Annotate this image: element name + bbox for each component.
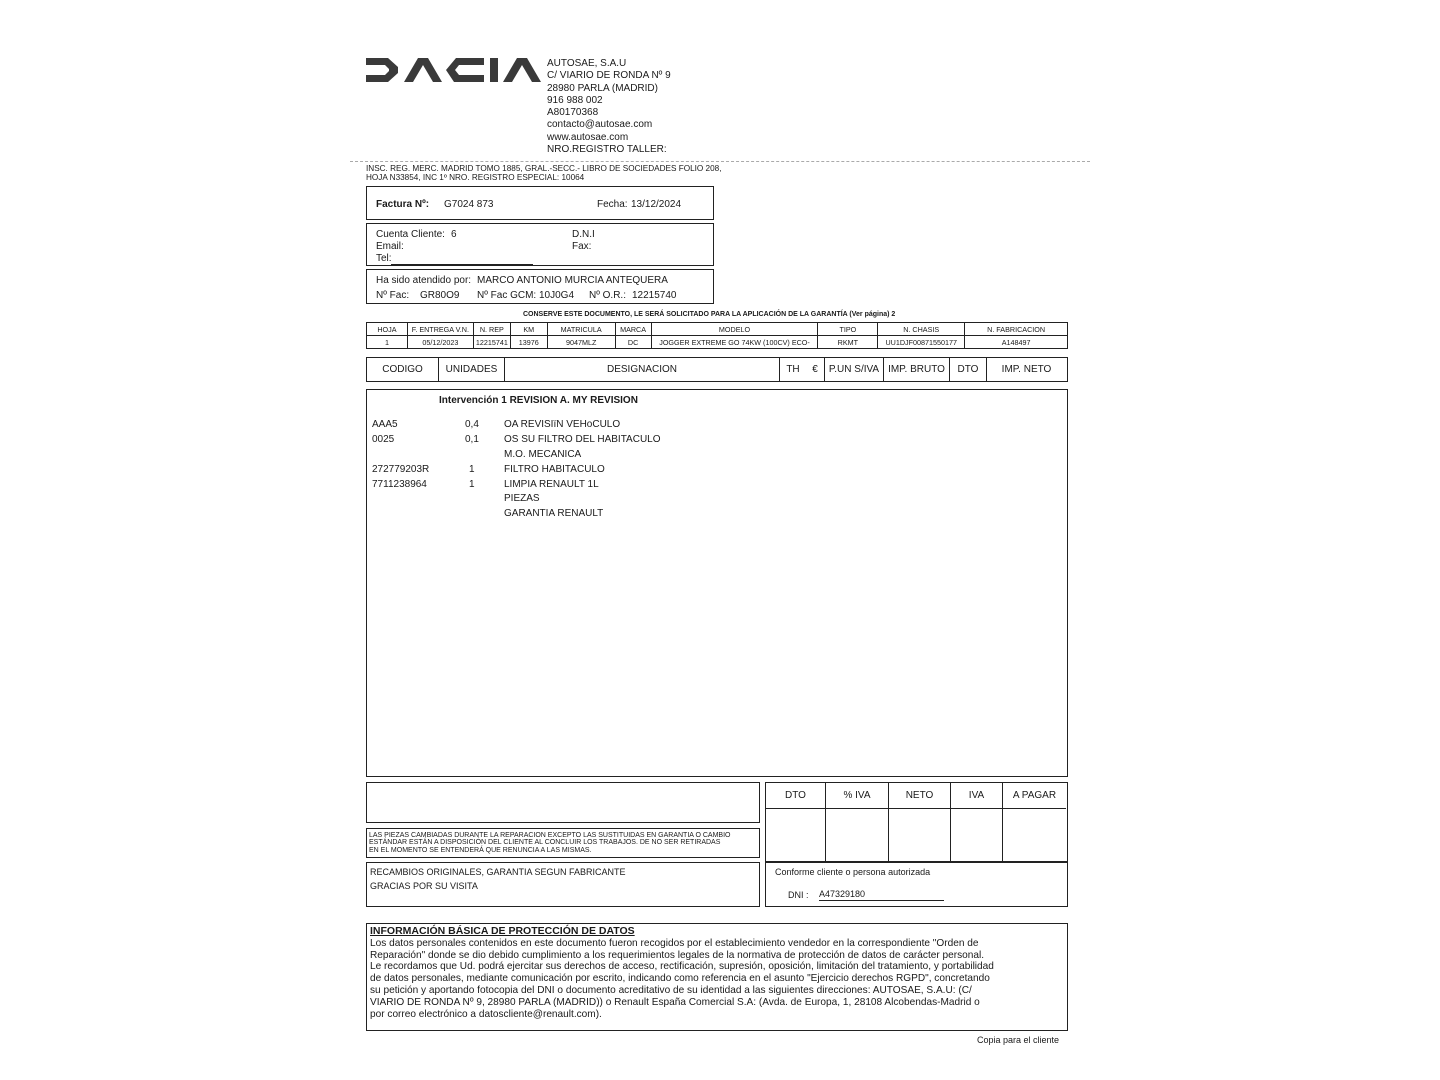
- parts-note-line: LAS PIEZAS CAMBIADAS DURANTE LA REPARACION EXCEPTO LAS SUSTITUIDAS EN GARANTIA O CAMBIO: [369, 832, 731, 839]
- notes-box: [366, 782, 760, 823]
- line-desc: OA REVISIïN VEHoCULO: [504, 419, 621, 430]
- remarks-box: [366, 862, 760, 907]
- line-units: 1: [469, 464, 475, 475]
- invoice-date: 13/12/2024: [631, 199, 682, 210]
- col-header: DESIGNACION: [505, 358, 780, 381]
- totals-col: [826, 783, 889, 861]
- vehicle-cell: DC: [615, 336, 651, 349]
- vehicle-value-row: [367, 336, 1068, 349]
- vehicle-header-cell: F. ENTREGA V.N.: [407, 323, 473, 336]
- totals-header: DTO: [766, 783, 825, 809]
- vehicle-header-cell: MODELO: [651, 323, 818, 336]
- col-header: P.UN S/IVA: [825, 358, 884, 381]
- account-value: 6: [451, 229, 457, 240]
- vehicle-cell: RKMT: [818, 336, 878, 349]
- line-code: 0025: [372, 434, 395, 445]
- tel-label: Tel:: [376, 253, 392, 264]
- vehicle-header-cell: MARCA: [615, 323, 651, 336]
- or-label: Nº O.R.:: [589, 290, 626, 301]
- nfac-label: Nº Fac:: [376, 290, 410, 301]
- company-phone: 916 988 002: [547, 94, 603, 106]
- vehicle-header-cell: KM: [510, 323, 547, 336]
- vehicle-header-cell: N. CHASIS: [878, 323, 965, 336]
- signature-dni-label: DNI :: [788, 890, 809, 900]
- intervention-title: Intervención 1 REVISION A. MY REVISION: [439, 395, 638, 406]
- signature-dni: A47329180: [819, 889, 944, 901]
- vehicle-cell: 12215741: [473, 336, 510, 349]
- remarks-line: RECAMBIOS ORIGINALES, GARANTIA SEGUN FABRICANTE: [370, 867, 626, 877]
- company-web: www.autosae.com: [547, 131, 629, 143]
- invoice-number: G7024 873: [444, 199, 494, 210]
- warranty-note: CONSERVE ESTE DOCUMENTO, LE SERÁ SOLICITADO PARA LA APLICACIÓN DE LA GARANTÍA (Ver página) 2: [523, 311, 896, 318]
- privacy-line: Le recordamos que Ud. podrá ejercitar sus derechos de acceso, rectificación, supresión, oposición, limitación del tratamiento, y portabilidad: [370, 961, 994, 973]
- company-cif: A80170368: [547, 107, 599, 119]
- line-desc: GARANTIA RENAULT: [504, 508, 604, 519]
- totals-header: IVA: [951, 783, 1002, 809]
- vehicle-cell: 1: [367, 336, 408, 349]
- parts-note-line: ESTÁNDAR ESTÁN A DISPOSICIÓN DEL CLIENTE AL CONCLUIR LOS TRABAJOS. DE NO SER RETIRADAS: [369, 839, 721, 847]
- customer-box: [366, 223, 714, 266]
- privacy-line: por correo electrónico a datoscliente@renault.com).: [370, 1008, 602, 1020]
- vehicle-header-cell: HOJA: [367, 323, 408, 336]
- company-email: contacto@autosae.com: [547, 119, 653, 131]
- vehicle-cell: 9047MLZ: [547, 336, 615, 349]
- col-header: TH: [786, 364, 800, 375]
- attended-name: MARCO ANTONIO MURCIA ANTEQUERA: [477, 275, 668, 286]
- lines-header: [366, 357, 1068, 382]
- line-desc: PIEZAS: [504, 493, 540, 504]
- line-units: 0,1: [465, 434, 479, 445]
- dacia-logo: [366, 58, 541, 82]
- line-code: AAA5: [372, 419, 398, 430]
- vehicle-header-cell: MATRICULA: [547, 323, 615, 336]
- col-header: DTO: [950, 358, 987, 381]
- signature-label: Conforme cliente o persona autorizada: [775, 867, 931, 877]
- remarks-line: GRACIAS POR SU VISITA: [370, 881, 478, 891]
- lines-body: [366, 389, 1068, 777]
- vehicle-header-row: [367, 323, 1068, 336]
- vehicle-header-cell: N. FABRICACION: [965, 323, 1068, 336]
- signature-box: [765, 862, 1068, 907]
- col-header: IMP. BRUTO: [884, 358, 950, 381]
- company-name: AUTOSAE, S.A.U: [547, 58, 627, 69]
- invoice-box: [366, 186, 714, 220]
- attended-box: [366, 269, 714, 304]
- company-registry: NRO.REGISTRO TALLER:: [547, 144, 667, 156]
- totals-col: [1003, 783, 1066, 861]
- attended-label: Ha sido atendido por:: [376, 275, 472, 286]
- dni-label: D.N.I: [572, 229, 595, 240]
- col-header: IMP. NETO: [1001, 364, 1052, 375]
- fax-label: Fax:: [572, 241, 592, 252]
- col-header: CODIGO: [367, 358, 439, 381]
- totals-col: [951, 783, 1003, 861]
- line-code: 272779203R: [372, 464, 430, 475]
- nfac-value: GR80O9: [420, 290, 460, 301]
- line-units: 1: [469, 479, 475, 490]
- privacy-title: INFORMACIÓN BÁSICA DE PROTECCIÓN DE DATOS: [370, 925, 635, 937]
- totals-table: [765, 782, 1068, 862]
- gcm-value: 10J0G4: [539, 290, 575, 301]
- vehicle-table: [366, 322, 1068, 349]
- inscription-text: [366, 164, 721, 182]
- account-label: Cuenta Cliente:: [376, 229, 445, 240]
- privacy-line: VIARIO DE RONDA Nº 9, 28980 PARLA (MADRID)) o Renault España Comercial S.A: (Avda. de Europa, 1, 28108 Alcobendas-Madrid o: [370, 996, 980, 1008]
- inscription-line-1: INSC. REG. MERC. MADRID TOMO 1885, GRAL.-SECC.- LIBRO DE SOCIEDADES FOLIO 208,: [366, 164, 722, 173]
- tel-underline: [391, 264, 533, 265]
- totals-col: [766, 783, 826, 861]
- line-units: 0,4: [465, 419, 479, 430]
- totals-col: [889, 783, 951, 861]
- vehicle-cell: JOGGER EXTREME GO 74KW (100CV) ECO-: [651, 336, 818, 349]
- email-label: Email:: [376, 241, 404, 252]
- line-desc: OS SU FILTRO DEL HABITACULO: [504, 434, 661, 445]
- totals-header: NETO: [889, 783, 950, 809]
- vehicle-header-cell: N. REP: [473, 323, 510, 336]
- company-address: C/ VIARIO DE RONDA Nº 9: [547, 70, 671, 82]
- vehicle-cell: UU1DJF00871550177: [878, 336, 965, 349]
- line-code: 7711238964: [372, 479, 427, 490]
- line-desc: LIMPIA RENAULT 1L: [504, 479, 599, 490]
- col-header: UNIDADES: [439, 358, 505, 381]
- footer-copy: Copia para el cliente: [977, 1035, 1060, 1045]
- line-desc: M.O. MECANICA: [504, 449, 582, 460]
- vehicle-cell: 05/12/2023: [407, 336, 473, 349]
- parts-note: [366, 828, 760, 858]
- company-city: 28980 PARLA (MADRID): [547, 82, 658, 94]
- privacy-line: de datos personales, mediante comunicación por escrito, indicando como referencia en el asunto "Ejercicio derechos RGPD", concretando: [370, 973, 990, 985]
- privacy-line: Los datos personales contenidos en este documento fueron recogidos por el establecimiento vendedor en la correspondiente "Orden de: [370, 937, 979, 949]
- invoice-label: Factura Nº:: [376, 199, 430, 210]
- inscription-line-2: HOJA N33854, INC 1º NRO. REGISTRO ESPECIAL: 10064: [366, 173, 585, 182]
- parts-note-line: EN EL MOMENTO SE ENTENDERÁ QUE RENUNCIA A LAS MISMAS.: [369, 846, 592, 854]
- col-header: €: [806, 358, 825, 381]
- gcm-label: Nº Fac GCM:: [477, 290, 537, 301]
- vehicle-header-cell: TIPO: [818, 323, 878, 336]
- vehicle-cell: 13976: [510, 336, 547, 349]
- totals-header: A PAGAR: [1003, 783, 1066, 809]
- invoice-date-label: Fecha:: [597, 199, 628, 210]
- line-desc: FILTRO HABITACULO: [504, 464, 605, 475]
- privacy-line: Reparación" donde se dio debido cumplimiento a los requerimientos legales de la normativa de protección de datos de carácter personal.: [370, 949, 985, 961]
- vehicle-cell: A148497: [965, 336, 1068, 349]
- or-value: 12215740: [632, 290, 677, 301]
- privacy-box: [366, 923, 1068, 1031]
- divider: [350, 161, 1090, 162]
- company-info: [547, 58, 671, 156]
- totals-header: % IVA: [826, 783, 888, 809]
- privacy-line: su petición y aportando fotocopia del DNI o documento acreditativo de su identidad a las siguientes direcciones: AUTOSAE, S.A.U: (C/: [370, 984, 972, 996]
